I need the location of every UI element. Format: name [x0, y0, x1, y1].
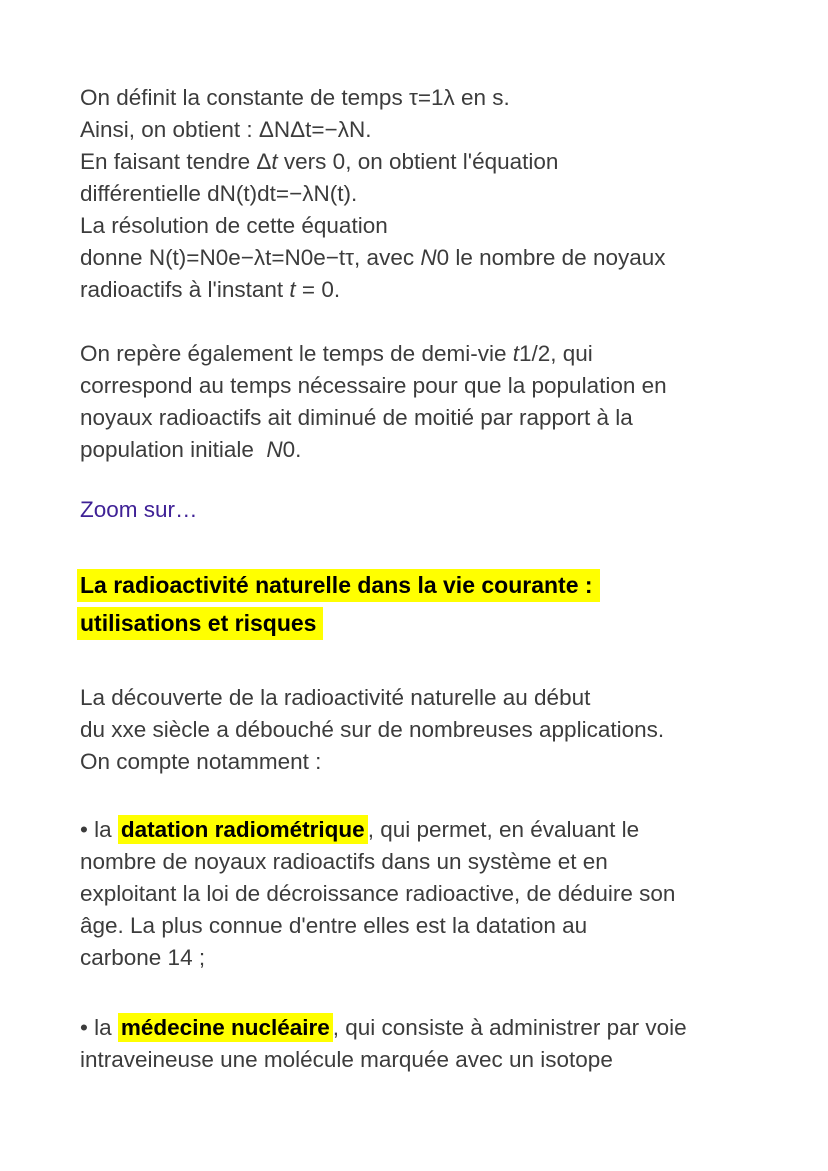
text-line: La découverte de la radioactivité naturelle au début [80, 685, 591, 710]
text-line: différentielle dN(t)dt=−λN(t). [80, 181, 358, 206]
text-line: Ainsi, on obtient : ΔNΔt=−λN. [80, 117, 372, 142]
text-line: âge. La plus connue d'entre elles est la datation au [80, 913, 588, 938]
bullet-radiometric-dating [80, 814, 762, 974]
text-segment: population initiale [80, 437, 267, 462]
text-segment: , qui permet, en évaluant le [367, 817, 640, 842]
text-segment: = 0. [295, 277, 341, 302]
bullet-nuclear-medicine [80, 1012, 762, 1076]
section-heading [80, 566, 762, 642]
text-segment: On repère également le temps de demi-vie [80, 341, 513, 366]
heading-line: La radioactivité naturelle dans la vie courante : [77, 569, 600, 602]
text-line: La résolution de cette équation [80, 213, 388, 238]
text-segment: vers 0, on obtient l'équation [277, 149, 559, 174]
text-segment: , qui consiste à administrer par voie [332, 1015, 687, 1040]
text-segment: En faisant tendre Δ [80, 149, 272, 174]
text-line: intraveineuse une molécule marquée avec un isotope [80, 1047, 613, 1072]
var-n0: N [266, 437, 283, 462]
bullet-marker: • la [80, 1015, 118, 1040]
highlighted-term-radiometric-dating: datation radiométrique [118, 815, 368, 844]
highlighted-term-nuclear-medicine: médecine nucléaire [118, 1013, 333, 1042]
text-segment: radioactifs à l'instant [80, 277, 290, 302]
text-segment: donne N(t)=N0e−λt=N0e−tτ, avec [80, 245, 421, 270]
text-line: nombre de noyaux radioactifs dans un système et en [80, 849, 608, 874]
decay-constant-paragraph [80, 82, 762, 306]
bullet-marker: • la [80, 817, 118, 842]
text-line: carbone 14 ; [80, 945, 206, 970]
var-delta-t: t [271, 149, 278, 174]
text-line: exploitant la loi de décroissance radioactive, de déduire son [80, 881, 676, 906]
var-n0: N [420, 245, 437, 270]
text-line: noyaux radioactifs ait diminué de moitié par rapport à la [80, 405, 633, 430]
text-line: du xxe siècle a débouché sur de nombreuses applications. [80, 717, 665, 742]
heading-line: utilisations et risques [77, 607, 323, 640]
text-segment: 0. [282, 437, 302, 462]
var-t-half: t [512, 341, 519, 366]
var-t: t [289, 277, 296, 302]
text-line: On compte notamment : [80, 749, 322, 774]
text-line: On définit la constante de temps τ=1λ en s. [80, 85, 510, 110]
zoom-link[interactable]: Zoom sur… [80, 497, 198, 522]
half-life-paragraph [80, 338, 762, 466]
text-line: correspond au temps nécessaire pour que la population en [80, 373, 667, 398]
text-segment: 0 le nombre de noyaux [436, 245, 666, 270]
zoom-section-row [80, 494, 762, 526]
applications-intro-paragraph [80, 682, 762, 778]
text-segment: 1/2, qui [518, 341, 593, 366]
